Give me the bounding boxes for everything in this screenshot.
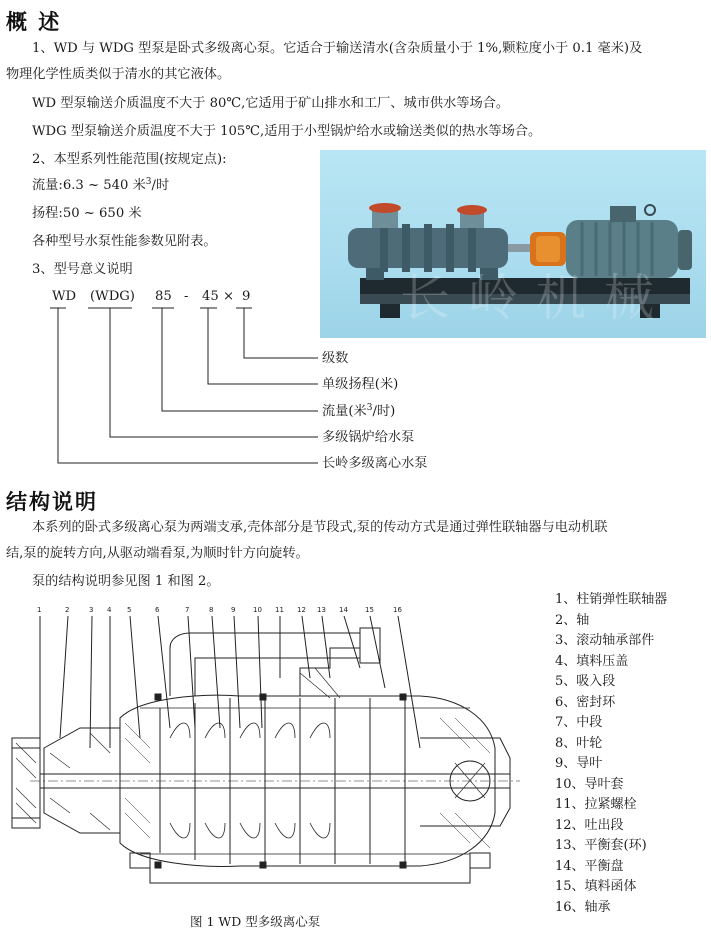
structure-paragraph-1-line-1: 本系列的卧式多级离心泵为两端支承,壳体部分是节段式,泵的传动方式是通过弹性联轴器与电动机联 bbox=[32, 520, 608, 535]
callout-4: 4 bbox=[107, 606, 112, 614]
photo-watermark: 长岭机械 bbox=[400, 269, 672, 327]
part-item: 3、滚动轴承部件 bbox=[555, 633, 655, 648]
part-item: 16、轴承 bbox=[555, 899, 611, 915]
part-item: 7、中段 bbox=[555, 715, 603, 730]
pump-photo bbox=[320, 150, 706, 338]
part-item: 13、平衡套(环) bbox=[555, 838, 647, 853]
params-note: 各种型号水泵性能参数见附表。 bbox=[32, 234, 217, 249]
callout-5: 5 bbox=[127, 606, 132, 614]
section-title-structure: 结构说明 bbox=[6, 490, 98, 514]
model-heading: 3、型号意义说明 bbox=[32, 262, 133, 277]
callout-2: 2 bbox=[65, 606, 70, 614]
performance-heading: 2、本型系列性能范围(按规定点): bbox=[32, 152, 227, 167]
overview-paragraph-wdg: WDG 型泵输送介质温度不大于 105℃,适用于小型锅炉给水或输送类似的热水等场合。 bbox=[32, 124, 542, 139]
overview-paragraph-1-line-1: 1、WD 与 WDG 型泵是卧式多级离心泵。它适合于输送清水(含杂质量小于 1%,颗粒度小于 0.1 毫米)及 bbox=[32, 41, 643, 56]
callout-1: 1 bbox=[37, 606, 42, 614]
section-title-overview: 概 述 bbox=[6, 10, 62, 34]
model-label-boiler-pump: 多级锅炉给水泵 bbox=[322, 430, 415, 445]
model-label-flow: 流量(米$^3$/时) bbox=[322, 403, 396, 419]
part-item: 12、吐出段 bbox=[555, 817, 624, 833]
overview-paragraph-1-line-2: 物理化学性质类似于清水的其它液体。 bbox=[6, 67, 231, 82]
pump-cross-section-drawing bbox=[0, 598, 535, 908]
part-item: 6、密封环 bbox=[555, 694, 616, 710]
model-code-wdg: (WDG) bbox=[90, 289, 135, 304]
part-item: 15、填料函体 bbox=[555, 879, 637, 894]
callout-13: 13 bbox=[317, 606, 326, 614]
callout-7: 7 bbox=[185, 606, 190, 614]
model-code-times: × bbox=[223, 289, 235, 304]
part-item: 1、柱销弹性联轴器 bbox=[555, 592, 668, 607]
model-label-stages: 级数 bbox=[322, 351, 349, 366]
model-label-changling-pump: 长岭多级离心水泵 bbox=[322, 456, 428, 471]
part-item: 2、轴 bbox=[555, 612, 590, 628]
part-item: 5、吸入段 bbox=[555, 674, 616, 689]
structure-paragraph-1-line-2: 结,泵的旋转方向,从驱动端看泵,为顺时针方向旋转。 bbox=[6, 546, 309, 561]
callout-11: 11 bbox=[275, 606, 284, 614]
part-item: 4、填料压盖 bbox=[555, 653, 629, 669]
part-item: 9、导叶 bbox=[555, 756, 603, 771]
callout-15: 15 bbox=[365, 606, 374, 614]
model-code-wd: WD bbox=[52, 289, 77, 304]
parts-list bbox=[555, 590, 667, 918]
callout-10: 10 bbox=[253, 606, 262, 614]
figure-caption: 图 1 WD 型多级离心泵 bbox=[190, 914, 321, 929]
model-label-head: 单级扬程(米) bbox=[322, 377, 399, 392]
part-item: 10、导叶套 bbox=[555, 776, 624, 792]
callout-16: 16 bbox=[393, 606, 402, 614]
flow-range: 流量:6.3 ~ 540 米$^3$/时 bbox=[32, 177, 170, 193]
model-code-dash: - bbox=[184, 289, 189, 304]
model-code-stages: 9 bbox=[242, 289, 251, 304]
callout-14: 14 bbox=[339, 606, 348, 614]
structure-paragraph-2: 泵的结构说明参见图 1 和图 2。 bbox=[32, 574, 220, 589]
callout-9: 9 bbox=[231, 606, 236, 614]
head-range: 扬程:50 ~ 650 米 bbox=[32, 206, 142, 221]
model-code-flow: 85 bbox=[155, 289, 172, 304]
callout-6: 6 bbox=[155, 606, 160, 614]
callout-3: 3 bbox=[89, 606, 94, 614]
callout-12: 12 bbox=[297, 606, 306, 614]
part-item: 8、叶轮 bbox=[555, 735, 603, 751]
model-code-head: 45 bbox=[202, 289, 219, 304]
part-item: 11、拉紧螺栓 bbox=[555, 797, 637, 812]
overview-paragraph-wd: WD 型泵输送介质温度不大于 80℃,它适用于矿山排水和工厂、城市供水等场合。 bbox=[32, 96, 510, 111]
part-item: 14、平衡盘 bbox=[555, 858, 624, 874]
callout-8: 8 bbox=[209, 606, 214, 614]
